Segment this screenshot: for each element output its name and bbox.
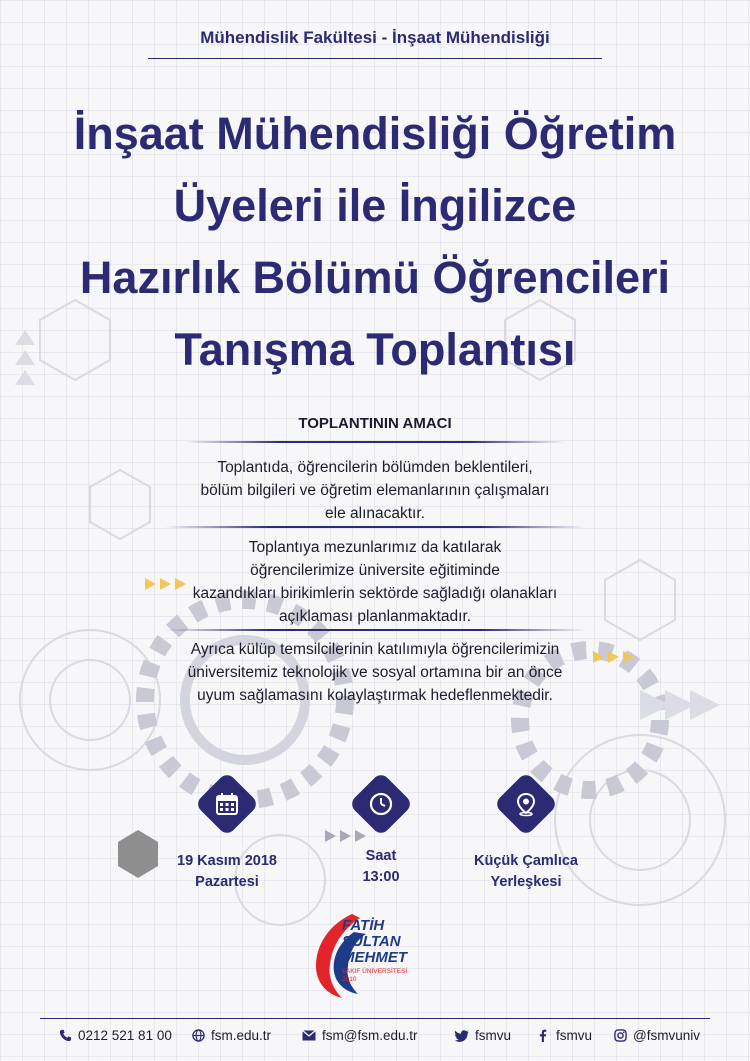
phone-icon — [58, 1029, 72, 1043]
twitter-link[interactable] — [455, 1028, 511, 1043]
purpose-paragraph-1 — [100, 456, 650, 525]
section-divider — [165, 629, 585, 631]
logo-subtitle — [342, 968, 407, 984]
phone-text: 0212 521 81 00 — [78, 1028, 172, 1043]
paragraph-line: kazandıkları birikimlerin sektörde sağladığı olanakları — [192, 585, 558, 602]
purpose-paragraph-2 — [100, 536, 650, 628]
paragraph-line: üniversitemiz teknolojik ve sosyal ortamına bir an önce — [187, 664, 563, 681]
event-date — [147, 851, 307, 893]
logo-line: FATİH — [342, 917, 385, 934]
paragraph-line: Toplantıda, öğrencilerin bölümden beklentileri, — [217, 459, 533, 476]
university-logo — [312, 910, 442, 1000]
facebook-handle: fsmvu — [556, 1028, 593, 1043]
facebook-link[interactable] — [536, 1028, 592, 1043]
time-text: 13:00 — [362, 869, 400, 885]
website-text: fsm.edu.tr — [211, 1028, 272, 1043]
paragraph-line: bölüm bilgileri ve öğretim elemanlarının çalışmaları — [200, 482, 550, 499]
faculty-divider — [148, 58, 602, 59]
paragraph-line: açıklaması planlanmaktadır. — [278, 608, 472, 625]
globe-icon — [191, 1029, 205, 1043]
event-title — [0, 98, 750, 386]
twitter-icon — [455, 1029, 469, 1043]
paragraph-line: öğrencilerimize üniversite eğitiminde — [250, 562, 500, 579]
logo-line: 2010 — [342, 976, 357, 983]
facebook-icon — [536, 1029, 550, 1043]
envelope-icon — [302, 1029, 316, 1043]
event-place — [446, 851, 606, 893]
place-text: Küçük Çamlıca — [474, 853, 578, 869]
email-text: fsm@fsm.edu.tr — [322, 1028, 418, 1043]
contact-footer — [0, 1028, 750, 1048]
location-pin-icon — [503, 781, 549, 827]
section-divider — [165, 526, 585, 528]
calendar-icon — [204, 781, 250, 827]
phone-contact — [58, 1028, 172, 1043]
instagram-link[interactable] — [613, 1028, 700, 1043]
website-link[interactable] — [191, 1028, 271, 1043]
purpose-heading: TOPLANTININ AMACI — [298, 415, 452, 432]
paragraph-line: ele alınacaktır. — [325, 505, 425, 522]
title-line: Hazırlık Bölümü Öğrencileri — [79, 252, 671, 303]
weekday-text: Pazartesi — [195, 874, 259, 890]
email-link[interactable] — [302, 1028, 417, 1043]
title-line: Tanışma Toplantısı — [174, 324, 576, 375]
clock-icon — [358, 781, 404, 827]
title-line: İnşaat Mühendisliği Öğretim — [73, 108, 677, 159]
paragraph-line: Ayrıca külüp temsilcilerinin katılımıyla öğrencilerimizin — [190, 641, 560, 658]
date-text: 19 Kasım 2018 — [177, 853, 277, 869]
faculty-heading: Mühendislik Fakültesi - İnşaat Mühendisliği — [200, 28, 550, 47]
instagram-icon — [613, 1029, 627, 1043]
twitter-handle: fsmvu — [475, 1028, 512, 1043]
time-label: Saat — [365, 848, 397, 864]
purpose-paragraph-3 — [100, 638, 650, 707]
paragraph-line: uyum sağlamasını kolaylaştırmak hedeflenmektedir. — [197, 687, 553, 704]
event-time — [331, 846, 431, 888]
paragraph-line: Toplantıya mezunlarımız da katılarak — [248, 539, 502, 556]
section-divider — [185, 441, 565, 443]
campus-text: Yerleşkesi — [490, 874, 562, 890]
instagram-handle: @fsmvuniv — [633, 1028, 700, 1043]
logo-wordmark — [342, 918, 407, 966]
title-line: Üyeleri ile İngilizce — [173, 180, 577, 231]
logo-line: VAKIF ÜNİVERSİTESİ — [342, 968, 408, 975]
footer-divider — [40, 1018, 710, 1019]
logo-line: MEHMET — [342, 949, 407, 966]
logo-line: SULTAN — [342, 933, 401, 950]
